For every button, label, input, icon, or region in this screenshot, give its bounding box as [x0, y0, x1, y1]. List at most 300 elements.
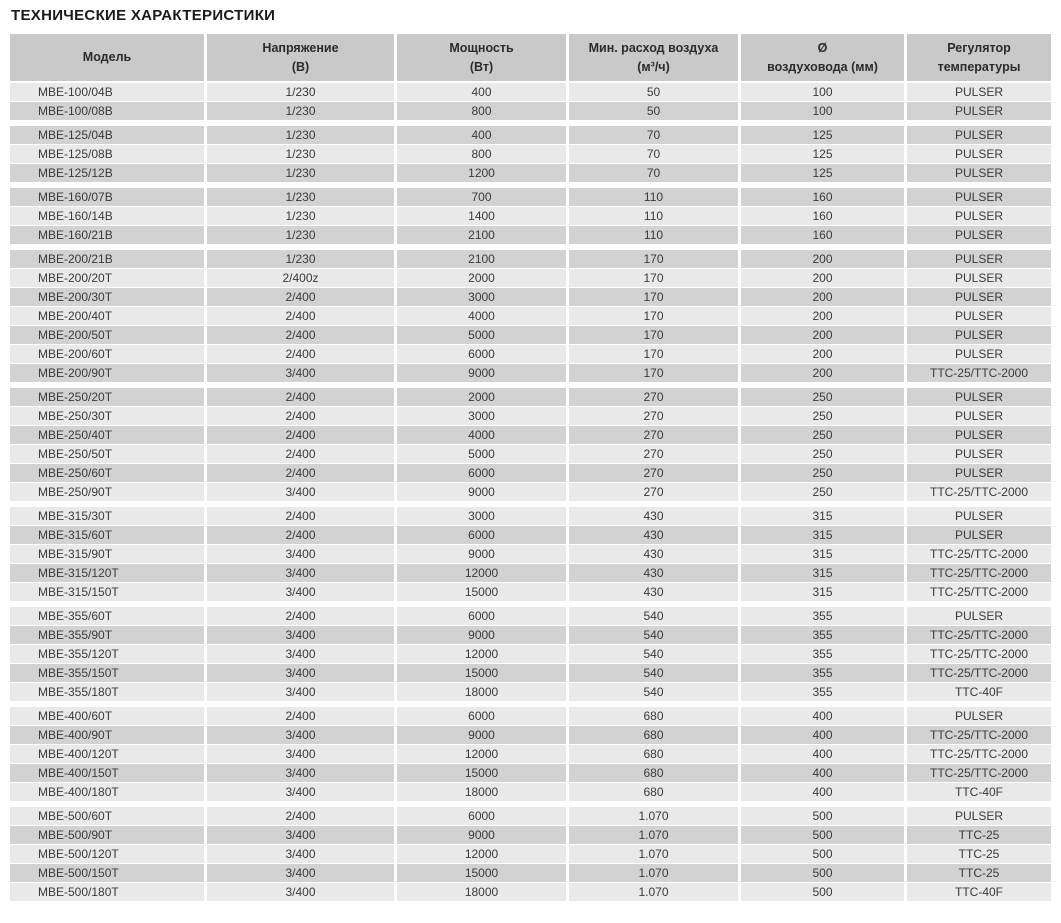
voltage-cell: 3/400	[207, 764, 397, 783]
power-cell: 6000	[397, 526, 569, 545]
diameter-cell: 500	[741, 883, 907, 902]
regulator-cell: TTC-25/TTC-2000	[907, 483, 1051, 502]
table-row	[10, 102, 1051, 121]
power-cell: 5000	[397, 326, 569, 345]
model-cell: MBE-250/40T	[10, 426, 207, 445]
diameter-cell: 125	[741, 126, 907, 145]
diameter-cell: 400	[741, 745, 907, 764]
diameter-cell: 160	[741, 188, 907, 207]
voltage-cell: 3/400	[207, 745, 397, 764]
table-row	[10, 726, 1051, 745]
diameter-cell: 250	[741, 464, 907, 483]
power-cell: 3000	[397, 507, 569, 526]
model-cell: MBE-355/150T	[10, 664, 207, 683]
airflow-cell: 270	[569, 407, 741, 426]
col-header-power	[397, 34, 569, 83]
regulator-cell: PULSER	[907, 226, 1051, 245]
diameter-cell: 200	[741, 326, 907, 345]
table-row	[10, 388, 1051, 407]
diameter-cell: 200	[741, 345, 907, 364]
table-row	[10, 83, 1051, 102]
model-cell: MBE-400/60T	[10, 707, 207, 726]
col-header-regulator-label: Регулятор	[947, 41, 1011, 56]
voltage-cell: 3/400	[207, 883, 397, 902]
airflow-cell: 170	[569, 269, 741, 288]
table-row	[10, 626, 1051, 645]
table-body	[10, 83, 1051, 902]
voltage-cell: 2/400	[207, 326, 397, 345]
model-cell: MBE-355/120T	[10, 645, 207, 664]
diameter-cell: 355	[741, 626, 907, 645]
diameter-cell: 355	[741, 607, 907, 626]
airflow-cell: 110	[569, 226, 741, 245]
power-cell: 12000	[397, 564, 569, 583]
airflow-cell: 540	[569, 607, 741, 626]
col-header-voltage-unit: (В)	[291, 59, 310, 74]
diameter-cell: 400	[741, 764, 907, 783]
table-row	[10, 364, 1051, 383]
col-header-airflow-label: Мин. расход воздуха	[588, 41, 719, 56]
specs-table	[10, 34, 1051, 902]
airflow-cell: 430	[569, 507, 741, 526]
table-row	[10, 507, 1051, 526]
regulator-cell: TTC-25/TTC-2000	[907, 745, 1051, 764]
voltage-cell: 1/230	[207, 102, 397, 121]
model-cell: MBE-200/90T	[10, 364, 207, 383]
regulator-cell: TTC-25/TTC-2000	[907, 545, 1051, 564]
voltage-cell: 3/400	[207, 626, 397, 645]
voltage-cell: 2/400	[207, 426, 397, 445]
voltage-cell: 2/400	[207, 388, 397, 407]
table-row	[10, 145, 1051, 164]
airflow-cell: 680	[569, 745, 741, 764]
power-cell: 800	[397, 145, 569, 164]
airflow-cell: 170	[569, 307, 741, 326]
col-header-power-label: Мощность	[449, 41, 514, 56]
power-cell: 1200	[397, 164, 569, 183]
diameter-cell: 250	[741, 407, 907, 426]
model-cell: MBE-200/40T	[10, 307, 207, 326]
voltage-cell: 2/400	[207, 445, 397, 464]
model-cell: MBE-500/180T	[10, 883, 207, 902]
diameter-cell: 315	[741, 507, 907, 526]
table-row	[10, 645, 1051, 664]
airflow-cell: 1.070	[569, 826, 741, 845]
diameter-cell: 400	[741, 783, 907, 802]
table-row	[10, 745, 1051, 764]
power-cell: 15000	[397, 664, 569, 683]
table-row	[10, 345, 1051, 364]
model-cell: MBE-355/180T	[10, 683, 207, 702]
regulator-cell: TTC-40F	[907, 683, 1051, 702]
regulator-cell: TTC-40F	[907, 883, 1051, 902]
regulator-cell: PULSER	[907, 345, 1051, 364]
power-cell: 400	[397, 126, 569, 145]
regulator-cell: TTC-25/TTC-2000	[907, 583, 1051, 602]
airflow-cell: 680	[569, 783, 741, 802]
diameter-cell: 250	[741, 388, 907, 407]
airflow-cell: 170	[569, 345, 741, 364]
model-cell: MBE-400/180T	[10, 783, 207, 802]
airflow-cell: 270	[569, 426, 741, 445]
diameter-cell: 200	[741, 269, 907, 288]
model-cell: MBE-160/07B	[10, 188, 207, 207]
power-cell: 700	[397, 188, 569, 207]
regulator-cell: PULSER	[907, 388, 1051, 407]
regulator-cell: PULSER	[907, 526, 1051, 545]
table-row	[10, 807, 1051, 826]
airflow-cell: 170	[569, 326, 741, 345]
voltage-cell: 1/230	[207, 145, 397, 164]
table-header	[10, 34, 1051, 83]
power-cell: 2000	[397, 269, 569, 288]
col-header-diameter	[741, 34, 907, 83]
power-cell: 9000	[397, 726, 569, 745]
model-cell: MBE-250/60T	[10, 464, 207, 483]
diameter-cell: 355	[741, 683, 907, 702]
voltage-cell: 1/230	[207, 126, 397, 145]
table-row	[10, 483, 1051, 502]
voltage-cell: 2/400	[207, 607, 397, 626]
regulator-cell: PULSER	[907, 307, 1051, 326]
table-row	[10, 583, 1051, 602]
table-row	[10, 826, 1051, 845]
regulator-cell: PULSER	[907, 326, 1051, 345]
power-cell: 9000	[397, 364, 569, 383]
airflow-cell: 430	[569, 526, 741, 545]
airflow-cell: 540	[569, 645, 741, 664]
diameter-cell: 125	[741, 145, 907, 164]
table-row	[10, 207, 1051, 226]
diameter-cell: 200	[741, 288, 907, 307]
airflow-cell: 680	[569, 707, 741, 726]
diameter-cell: 250	[741, 426, 907, 445]
regulator-cell: PULSER	[907, 126, 1051, 145]
airflow-cell: 110	[569, 207, 741, 226]
regulator-cell: PULSER	[907, 102, 1051, 121]
voltage-cell: 2/400z	[207, 269, 397, 288]
regulator-cell: PULSER	[907, 83, 1051, 102]
power-cell: 4000	[397, 307, 569, 326]
power-cell: 3000	[397, 407, 569, 426]
table-row	[10, 664, 1051, 683]
diameter-cell: 500	[741, 826, 907, 845]
table-row	[10, 326, 1051, 345]
table-row	[10, 445, 1051, 464]
regulator-cell: PULSER	[907, 207, 1051, 226]
table-row	[10, 250, 1051, 269]
regulator-cell: TTC-40F	[907, 783, 1051, 802]
table-row	[10, 164, 1051, 183]
table-row	[10, 188, 1051, 207]
col-header-regulator-label2: температуры	[937, 59, 1021, 74]
table-row	[10, 864, 1051, 883]
voltage-cell: 3/400	[207, 783, 397, 802]
diameter-cell: 500	[741, 807, 907, 826]
airflow-cell: 540	[569, 626, 741, 645]
model-cell: MBE-355/60T	[10, 607, 207, 626]
voltage-cell: 3/400	[207, 845, 397, 864]
power-cell: 12000	[397, 845, 569, 864]
airflow-cell: 1.070	[569, 864, 741, 883]
voltage-cell: 1/230	[207, 207, 397, 226]
power-cell: 6000	[397, 707, 569, 726]
airflow-cell: 540	[569, 683, 741, 702]
airflow-cell: 170	[569, 364, 741, 383]
model-cell: MBE-160/21B	[10, 226, 207, 245]
power-cell: 1400	[397, 207, 569, 226]
power-cell: 9000	[397, 626, 569, 645]
model-cell: MBE-315/120T	[10, 564, 207, 583]
airflow-cell: 170	[569, 250, 741, 269]
airflow-cell: 70	[569, 126, 741, 145]
model-cell: MBE-125/08B	[10, 145, 207, 164]
model-cell: MBE-400/150T	[10, 764, 207, 783]
power-cell: 18000	[397, 683, 569, 702]
power-cell: 5000	[397, 445, 569, 464]
model-cell: MBE-315/150T	[10, 583, 207, 602]
table-row	[10, 288, 1051, 307]
airflow-cell: 270	[569, 445, 741, 464]
voltage-cell: 3/400	[207, 583, 397, 602]
airflow-cell: 70	[569, 164, 741, 183]
regulator-cell: PULSER	[907, 507, 1051, 526]
power-cell: 18000	[397, 883, 569, 902]
power-cell: 6000	[397, 607, 569, 626]
regulator-cell: PULSER	[907, 250, 1051, 269]
col-header-voltage	[207, 34, 397, 83]
regulator-cell: TTC-25/TTC-2000	[907, 726, 1051, 745]
table-row	[10, 269, 1051, 288]
model-cell: MBE-315/90T	[10, 545, 207, 564]
regulator-cell: TTC-25	[907, 864, 1051, 883]
voltage-cell: 3/400	[207, 564, 397, 583]
col-header-diameter-label: Ø	[817, 41, 828, 56]
voltage-cell: 2/400	[207, 307, 397, 326]
table-row	[10, 707, 1051, 726]
power-cell: 9000	[397, 826, 569, 845]
diameter-cell: 355	[741, 664, 907, 683]
power-cell: 15000	[397, 864, 569, 883]
voltage-cell: 3/400	[207, 645, 397, 664]
airflow-cell: 50	[569, 83, 741, 102]
col-header-airflow	[569, 34, 741, 83]
table-row	[10, 845, 1051, 864]
diameter-cell: 315	[741, 526, 907, 545]
regulator-cell: TTC-25/TTC-2000	[907, 364, 1051, 383]
regulator-cell: PULSER	[907, 145, 1051, 164]
power-cell: 6000	[397, 807, 569, 826]
voltage-cell: 2/400	[207, 407, 397, 426]
model-cell: MBE-200/21B	[10, 250, 207, 269]
power-cell: 15000	[397, 764, 569, 783]
voltage-cell: 3/400	[207, 664, 397, 683]
col-header-regulator	[907, 34, 1051, 83]
regulator-cell: PULSER	[907, 426, 1051, 445]
voltage-cell: 1/230	[207, 83, 397, 102]
diameter-cell: 500	[741, 864, 907, 883]
power-cell: 9000	[397, 483, 569, 502]
regulator-cell: TTC-25	[907, 845, 1051, 864]
power-cell: 4000	[397, 426, 569, 445]
airflow-cell: 680	[569, 726, 741, 745]
airflow-cell: 1.070	[569, 807, 741, 826]
model-cell: MBE-250/30T	[10, 407, 207, 426]
regulator-cell: PULSER	[907, 707, 1051, 726]
regulator-cell: PULSER	[907, 464, 1051, 483]
power-cell: 800	[397, 102, 569, 121]
diameter-cell: 100	[741, 83, 907, 102]
voltage-cell: 3/400	[207, 683, 397, 702]
airflow-cell: 540	[569, 664, 741, 683]
airflow-cell: 270	[569, 464, 741, 483]
model-cell: MBE-125/04B	[10, 126, 207, 145]
power-cell: 2100	[397, 250, 569, 269]
diameter-cell: 315	[741, 545, 907, 564]
table-row	[10, 564, 1051, 583]
diameter-cell: 315	[741, 564, 907, 583]
table-row	[10, 464, 1051, 483]
airflow-cell: 1.070	[569, 845, 741, 864]
header-row	[10, 34, 1051, 83]
col-header-model-label: Модель	[82, 50, 132, 65]
airflow-cell: 270	[569, 388, 741, 407]
regulator-cell: TTC-25/TTC-2000	[907, 664, 1051, 683]
power-cell: 400	[397, 83, 569, 102]
model-cell: MBE-100/08B	[10, 102, 207, 121]
diameter-cell: 400	[741, 707, 907, 726]
airflow-cell: 50	[569, 102, 741, 121]
voltage-cell: 3/400	[207, 864, 397, 883]
table-row	[10, 226, 1051, 245]
voltage-cell: 1/230	[207, 164, 397, 183]
power-cell: 6000	[397, 464, 569, 483]
diameter-cell: 400	[741, 726, 907, 745]
airflow-cell: 270	[569, 483, 741, 502]
voltage-cell: 3/400	[207, 726, 397, 745]
airflow-cell: 430	[569, 564, 741, 583]
diameter-cell: 200	[741, 250, 907, 269]
table-row	[10, 126, 1051, 145]
model-cell: MBE-355/90T	[10, 626, 207, 645]
model-cell: MBE-160/14B	[10, 207, 207, 226]
airflow-cell: 110	[569, 188, 741, 207]
voltage-cell: 2/400	[207, 707, 397, 726]
model-cell: MBE-125/12B	[10, 164, 207, 183]
power-cell: 9000	[397, 545, 569, 564]
regulator-cell: PULSER	[907, 445, 1051, 464]
regulator-cell: PULSER	[907, 164, 1051, 183]
voltage-cell: 2/400	[207, 345, 397, 364]
voltage-cell: 3/400	[207, 545, 397, 564]
model-cell: MBE-315/30T	[10, 507, 207, 526]
diameter-cell: 125	[741, 164, 907, 183]
model-cell: MBE-315/60T	[10, 526, 207, 545]
power-cell: 18000	[397, 783, 569, 802]
diameter-cell: 315	[741, 583, 907, 602]
regulator-cell: PULSER	[907, 188, 1051, 207]
airflow-cell: 70	[569, 145, 741, 164]
diameter-cell: 160	[741, 226, 907, 245]
table-row	[10, 307, 1051, 326]
diameter-cell: 200	[741, 307, 907, 326]
voltage-cell: 2/400	[207, 464, 397, 483]
voltage-cell: 3/400	[207, 826, 397, 845]
voltage-cell: 2/400	[207, 807, 397, 826]
model-cell: MBE-200/50T	[10, 326, 207, 345]
airflow-cell: 430	[569, 583, 741, 602]
voltage-cell: 1/230	[207, 188, 397, 207]
regulator-cell: TTC-25/TTC-2000	[907, 564, 1051, 583]
table-row	[10, 545, 1051, 564]
regulator-cell: TTC-25/TTC-2000	[907, 764, 1051, 783]
table-row	[10, 783, 1051, 802]
regulator-cell: PULSER	[907, 288, 1051, 307]
airflow-cell: 430	[569, 545, 741, 564]
voltage-cell: 1/230	[207, 226, 397, 245]
model-cell: MBE-500/90T	[10, 826, 207, 845]
regulator-cell: TTC-25	[907, 826, 1051, 845]
model-cell: MBE-250/20T	[10, 388, 207, 407]
col-header-model	[10, 34, 207, 83]
airflow-cell: 1.070	[569, 883, 741, 902]
voltage-cell: 3/400	[207, 364, 397, 383]
model-cell: MBE-500/150T	[10, 864, 207, 883]
diameter-cell: 250	[741, 445, 907, 464]
table-row	[10, 526, 1051, 545]
regulator-cell: PULSER	[907, 807, 1051, 826]
diameter-cell: 250	[741, 483, 907, 502]
model-cell: MBE-500/60T	[10, 807, 207, 826]
model-cell: MBE-500/120T	[10, 845, 207, 864]
diameter-cell: 500	[741, 845, 907, 864]
model-cell: MBE-200/20T	[10, 269, 207, 288]
diameter-cell: 100	[741, 102, 907, 121]
col-header-power-unit: (Вт)	[469, 59, 494, 74]
table-row	[10, 426, 1051, 445]
diameter-cell: 160	[741, 207, 907, 226]
model-cell: MBE-100/04B	[10, 83, 207, 102]
col-header-airflow-unit: (м³/ч)	[637, 59, 670, 74]
airflow-cell: 680	[569, 764, 741, 783]
table-row	[10, 883, 1051, 902]
model-cell: MBE-200/60T	[10, 345, 207, 364]
col-header-diameter-unit: воздуховода (мм)	[767, 59, 878, 74]
regulator-cell: PULSER	[907, 269, 1051, 288]
model-cell: MBE-200/30T	[10, 288, 207, 307]
table-row	[10, 683, 1051, 702]
page-title: ТЕХНИЧЕСКИЕ ХАРАКТЕРИСТИКИ	[11, 7, 276, 24]
power-cell: 2000	[397, 388, 569, 407]
model-cell: MBE-250/50T	[10, 445, 207, 464]
power-cell: 6000	[397, 345, 569, 364]
airflow-cell: 170	[569, 288, 741, 307]
power-cell: 12000	[397, 645, 569, 664]
voltage-cell: 2/400	[207, 288, 397, 307]
model-cell: MBE-400/90T	[10, 726, 207, 745]
power-cell: 3000	[397, 288, 569, 307]
table-row	[10, 407, 1051, 426]
power-cell: 15000	[397, 583, 569, 602]
table-row	[10, 764, 1051, 783]
voltage-cell: 1/230	[207, 250, 397, 269]
model-cell: MBE-400/120T	[10, 745, 207, 764]
power-cell: 12000	[397, 745, 569, 764]
col-header-voltage-label: Напряжение	[262, 41, 339, 56]
voltage-cell: 3/400	[207, 483, 397, 502]
table-row	[10, 607, 1051, 626]
diameter-cell: 355	[741, 645, 907, 664]
